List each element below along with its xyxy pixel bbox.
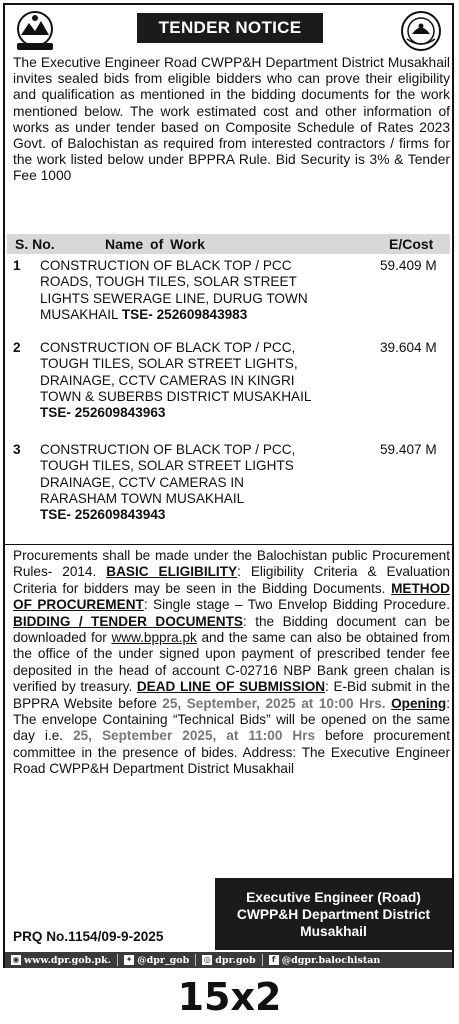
bppra-link[interactable]: www.bppra.pk <box>111 630 197 646</box>
deadline-heading: DEAD LINE OF SUBMISSION <box>136 679 326 695</box>
deadline-date: 25, September, 2025 at 10:00 Hrs. <box>162 695 386 711</box>
signature-block <box>215 878 452 950</box>
footer-website[interactable]: www.dpr.gob.pk. <box>24 954 112 966</box>
footer-separator <box>117 954 118 966</box>
footer-separator <box>262 954 263 966</box>
procurement-details: Procurements shall be made under the Balochistan public Procurement Rules- 2014. BASIC ELIGIBILITY: Eligibility Criteria & Evaluation Criteria for bidders may be seen in the Bidding Documents. METHOD OF PROCUREMENT: Single stage – Two Envelop Bidding Procedure. BIDDING / TENDER DOCUMENTS: the Bidding document can be downloaded for www.bppra.pk and the same can also be obtained from the office of the under signed upon payment of prescribed tender fee deposited in the head of account C-02716 NBP Bank green chalan is verified by treasury. DEAD LINE OF SUBMISSION: E-Bid submit in the BPPRA Website before 25, September, 2025 at 10:00 Hrs. Opening: The envelope Containing “Technical Bids” will be opened on the same day i.e. 25, September 2025, at 11:00 Hrs before procurement committee in the presence of bides. Address: The Executive Engineer Road CWPP&H Department District Musakhail <box>13 548 451 777</box>
footer-separator <box>195 954 196 966</box>
header-name-of-work: Name of Work <box>105 236 205 252</box>
globe-icon: ◉ <box>12 955 20 964</box>
signatory-department: CWPP&H Department District <box>236 906 431 922</box>
notice-header <box>5 5 452 57</box>
estimated-cost: 59.409 M <box>380 258 437 273</box>
method-of-procurement-heading: METHOD OF PROCUREMENT <box>13 580 450 613</box>
facebook-icon: f <box>269 955 279 965</box>
tse-number: TSE- 252609843963 <box>40 405 166 421</box>
row-number: 3 <box>13 442 21 457</box>
page-title: TENDER NOTICE <box>137 13 323 43</box>
basic-eligibility-heading: BASIC ELIGIBILITY <box>106 564 238 580</box>
tender-notice <box>3 3 454 968</box>
twitter-icon: ✦ <box>125 955 133 964</box>
estimated-cost: 39.604 M <box>380 340 437 355</box>
footer-twitter[interactable]: @dpr_gob <box>137 954 190 966</box>
row-number: 1 <box>13 258 21 273</box>
row-number: 2 <box>13 340 21 355</box>
footer-instagram[interactable]: dpr.gob <box>215 954 256 966</box>
section-divider <box>5 544 452 545</box>
opening-heading: Opening <box>391 695 447 711</box>
table-header <box>7 234 450 254</box>
header-sno: S. No. <box>15 236 55 252</box>
bidding-documents-heading: BIDDING / TENDER DOCUMENTS <box>13 613 243 629</box>
government-emblem-logo <box>11 9 59 53</box>
tse-number: TSE- 252609843943 <box>40 507 166 523</box>
ad-size-label: 15x2 <box>177 975 282 1019</box>
header-estimated-cost: E/Cost <box>389 236 434 252</box>
tse-number: TSE- 252609843983 <box>121 306 248 322</box>
work-description: CONSTRUCTION OF BLACK TOP / PCC, TOUGH TILES, SOLAR STREET LIGHTS DRAINAGE, CCTV CAMERAS IN RARASHAM TOWN MUSAKHAIL TSE- 252609843943 <box>40 442 296 523</box>
intro-paragraph: The Executive Engineer Road CWPP&H Department District Musakhail invites sealed bids from eligible bidders who can prove their eligibility and qualification as mentioned in the bidding documents for the work mentioned below. The work estimated cost and other information of works as under tender based on Composite Schedule of Rates 2023 Govt. of Balochistan as required from interested contractors / firms for the work listed below under BPPRA Rule. Bid Security is 3% & Tender Fee 1000 <box>13 55 450 184</box>
estimated-cost: 59.407 M <box>380 442 437 457</box>
signatory-district: Musakhail <box>300 923 367 939</box>
work-description: CONSTRUCTION OF BLACK TOP / PCC ROADS, TOUGH TILES, SOLAR STREET LIGHTS SEWERAGE LINE, DURUG TOWN MUSAKHAIL TSE- 252609843983 <box>40 258 308 322</box>
prq-number: PRQ No.1154/09-9-2025 <box>13 929 164 944</box>
signatory-title: Executive Engineer (Road) <box>246 889 421 905</box>
work-description: CONSTRUCTION OF BLACK TOP / PCC, TOUGH TILES, SOLAR STREET LIGHTS, DRAINAGE, CCTV CAMERAS IN KINGRI TOWN & SUBERBS DISTRICT MUSAKHAIL TSE- 252609843963 <box>40 340 312 421</box>
instagram-icon: ◎ <box>203 955 211 964</box>
balochistan-seal-logo <box>398 9 444 53</box>
opening-date: 25, September 2025, at 11:00 Hrs <box>73 728 316 744</box>
footer-bar <box>5 952 452 968</box>
footer-facebook[interactable]: @dgpr.balochistan <box>281 954 381 966</box>
